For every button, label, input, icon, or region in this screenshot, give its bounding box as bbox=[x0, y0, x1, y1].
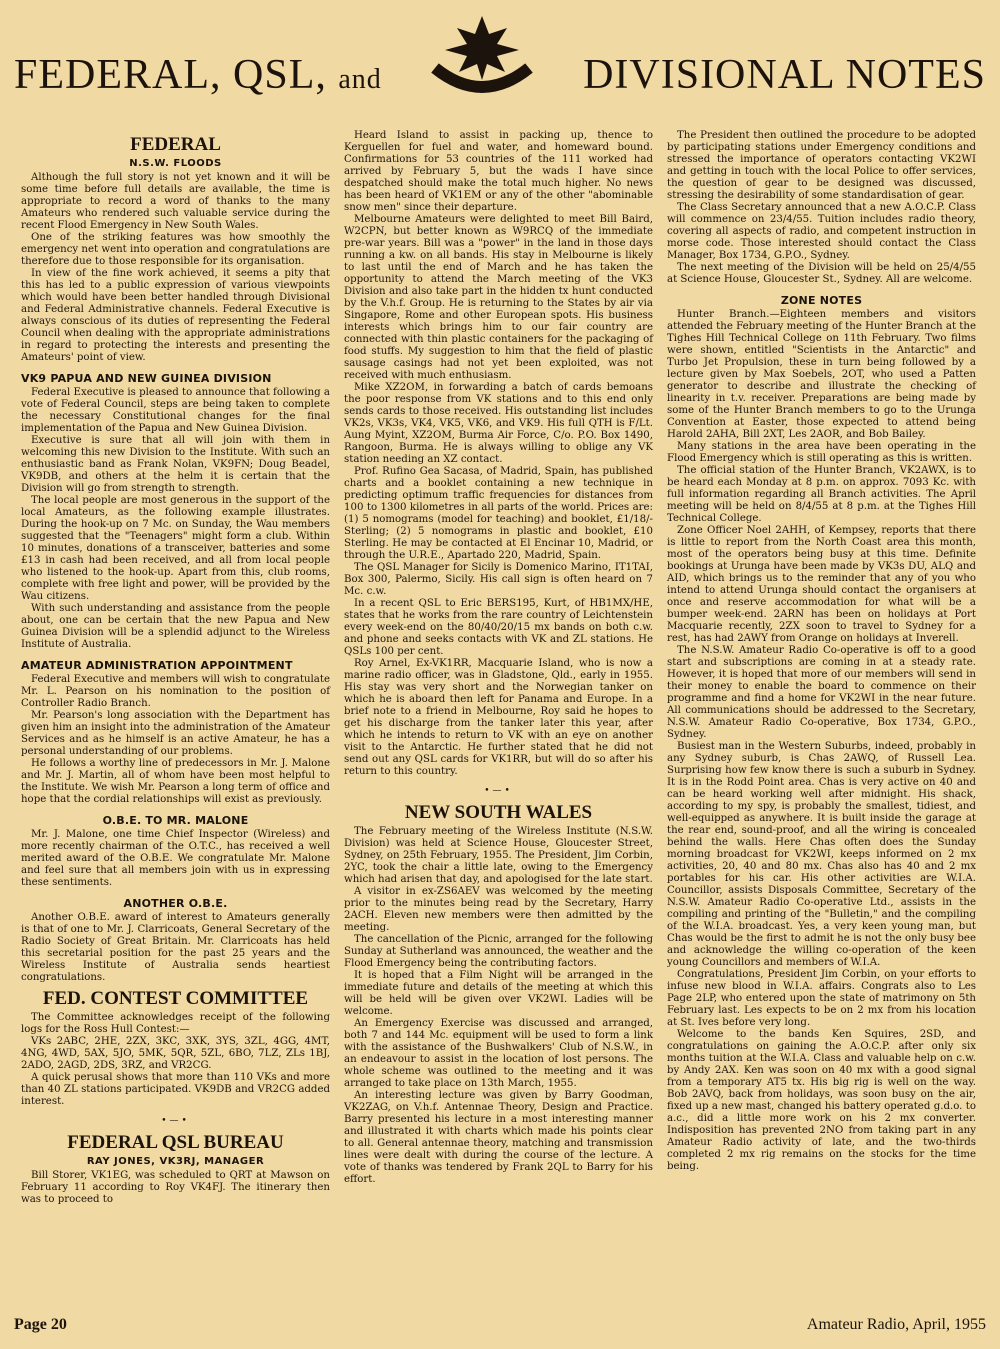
paragraph: The official station of the Hunter Branch, VK2AWX, is to be heard each Monday at 8 p.m. on approx. 7093 Kc. with full information regarding all Branch activities. The April meeting will be held on 8/4/55 at 8 p.m. at the Tighes Hill Technical College. bbox=[667, 465, 976, 524]
obe-heading: O.B.E. TO MR. MALONE bbox=[102, 814, 249, 827]
paragraph: In view of the fine work achieved, it seems a pity that this has led to a public expression of various viewpoints which would have been better handled through Divisional and Federal Administrative channels. Federal Executive is always conscious of its duties of representing the Federal Council when dealing with the appropriate administrations in regard to protecting the interests and presenting the Amateurs' point of view. bbox=[21, 268, 330, 363]
paragraph: The N.S.W. Amateur Radio Co-operative is off to a good start and subscriptions are coming in at a steady rate. However, it is hoped that more of our members will send in their money to enable the board to commence on their programme and find a home for VK2WI in the near future. All communications should be addressed to the Secretary, N.S.W. Amateur Radio Co-operative, Box 1734, G.P.O., Sydney. bbox=[667, 645, 976, 740]
paragraph: Heard Island to assist in packing up, thence to Kerguellen for fuel and water, and homeward bound. Confirmations for 53 countries of the 111 worked had arrived by February 5, but the wads I have since despatched should make the total much higher. No news has been heard of VK1EM or any of the other "abominable snow men" since their departure. bbox=[344, 130, 653, 213]
column-1 bbox=[14, 130, 337, 1310]
paragraph: Roy Arnel, Ex-VK1RR, Macquarie Island, who is now a marine radio officer, was in Gladstone, Qld., early in 1955. His stay was very short and the Norwegian tanker on which he is aboard then left for Panama and Europe. In a brief note to a friend in Melbourne, Roy said he hopes to get his discharge from the tanker later this year, after which he intends to return to VK with an eye on another visit to the Antarctic. He further stated that he did not send out any QSL cards for VK1RR, but will do so after his return to this country. bbox=[344, 658, 653, 777]
paragraph: An Emergency Exercise was discussed and arranged, both 7 and 144 Mc. equipment will be used to form a link with the assistance of the Bushwalkers' Club of N.S.W., in an endeavour to assist in the location of lost persons. The whole scheme was outlined to the meeting and it was arranged to take place on 13th March, 1955. bbox=[344, 1018, 653, 1089]
paragraph: The Committee acknowledges receipt of the following logs for the Ross Hull Contest:— bbox=[21, 1012, 330, 1035]
masthead-and: and bbox=[338, 64, 382, 95]
paragraph: Congratulations, President Jim Corbin, on your efforts to infuse new blood in W.I.A. affairs. Congrats also to Les Page 2LP, who entered upon the state of matrimony on 5th February last. Les expects to be on 2 mx from his location at St. Ives before very long. bbox=[667, 969, 976, 1028]
paragraph: Welcome to the bands Ken Squires, 2SD, and congratulations on gaining the A.O.C.P. after only six months tuition at the W.I.A. Class and valuable help on c.w. by Andy 2AX. Ken was soon on 40 mx with a good signal from a temporary AT5 tx. His big rig is well on the way. Bob 2AVQ, back from holidays, was soon busy on the air, fixed up a new mast, changed his battery operated g.d.o. to a.c., did a little more work on his 2 mx converter. Indisposition has prevented 2NO from taking part in any Amateur Radio activity of late, and the two-thirds completed 2 mx rig remains on the stocks for the time being. bbox=[667, 1029, 976, 1172]
section-separator: •—• bbox=[484, 786, 513, 796]
paragraph: The President then outlined the procedure to be adopted by participating stations under Emergency conditions and stressed the importance of operators contacting VK2WI and getting in touch with the local Police to offer services, the question of gear to be designed was discussed, stressing the desirability of some standardisation of gear. bbox=[667, 130, 976, 201]
paragraph: Bill Storer, VK1EG, was scheduled to QRT at Mawson on February 11 according to Roy VK4FJ. The itinerary then was to proceed to bbox=[21, 1170, 330, 1205]
paragraph: The Class Secretary announced that a new A.O.C.P. Class will commence on 23/4/55. Tuition includes radio theory, covering all aspects of radio, and competent instruction in morse code. Those interested should contact the Class Manager, Box 1734, G.P.O., Sydney. bbox=[667, 202, 976, 261]
column-3 bbox=[660, 130, 983, 1310]
paragraph: Federal Executive and members will wish to congratulate Mr. L. Pearson on his nomination to the position of Controller Radio Branch. bbox=[21, 674, 330, 709]
paragraph: A visitor in ex-ZS6AEV was welcomed by the meeting prior to the minutes being read by the Secretary, Harry 2ACH. Eleven new members were then admitted by the meeting. bbox=[344, 886, 653, 933]
paragraph: The local people are most generous in the support of the local Amateurs, as the following example illustrates. During the hook-up on 7 Mc. on Sunday, the Wau members suggested that the "Teenagers" might form a club. Within 10 minutes, donations of a transceiver, batteries and some £13 in cash had been received, and all from local people who listened to the hook-up. Apart from this, club rooms, complete with free light and power, will be provided by the Wau citizens. bbox=[21, 495, 330, 602]
contest-heading: FED. CONTEST COMMITTEE bbox=[42, 988, 309, 1009]
paragraph: Executive is sure that all will join with them in welcoming this new Division to the Institute. With such an enthusiastic band as Frank Nolan, VK9FN; Doug Beadel, VK9DB, and others at the helm it is certain that the Division will go from strength to strength. bbox=[21, 435, 330, 494]
vk9-heading: VK9 PAPUA AND NEW GUINEA DIVISION bbox=[21, 372, 272, 385]
paragraph: Hunter Branch.—Eighteen members and visitors attended the February meeting of the Hunter Branch at the Tighes Hill Technical College on 11th February. Two films were shown, entitled "Scientists in the Antarctic" and Turbo Jet Propulsion, these in turn being followed by a lecture given by Max Soebels, 2OT, who used a Patten generator to describe and illustrate the checking of linearity in t.v. receiver. Preparations are being made by some of the Hunter Branch members to go to the Urunga Convention at Easter, those expected to attend being Harold 2AHA, Bill 2XT, Les 2AOR, and Bob Bailey. bbox=[667, 309, 976, 440]
paragraph: Melbourne Amateurs were delighted to meet Bill Baird, W2CPN, but better known as W9RCQ of the immediate pre-war years. Bill was a "power" in the land in those days running a kw. on all bands. His stay in Melbourne is likely to last until the end of March and he has taken the opportunity to attend the March meeting of the VK3 Division and also take part in the hidden tx hunt conducted by the V.h.f. Group. He is returning to the States by air via Singapore, Rome and other European spots. His business interests which brings him to our fair country are connected with thin plastic containers for the packaging of food stuffs. My suggestion to him that the field of plastic sausage casings had not yet been exploited, was not received with much enthusiasm. bbox=[344, 214, 653, 381]
paragraph: The next meeting of the Division will be held on 25/4/55 at Science House, Gloucester St., Sydney. All are welcome. bbox=[667, 262, 976, 285]
paragraph: He follows a worthy line of predecessors in Mr. J. Malone and Mr. J. Martin, all of whom have been most helpful to the Institute. We wish Mr. Pearson a long term of office and hope that the cordial relationships will exist as previously. bbox=[21, 758, 330, 805]
zone-notes-heading: ZONE NOTES bbox=[780, 294, 863, 307]
wia-emblem-icon bbox=[427, 10, 537, 102]
page-number: Page 20 bbox=[14, 1316, 67, 1333]
paragraph: Mr. J. Malone, one time Chief Inspector (Wireless) and more recently chairman of the O.T.C., has received a well merited award of the O.B.E. We congratulate Mr. Malone and feel sure that all members join with us in expressing these sentiments. bbox=[21, 829, 330, 888]
article-columns bbox=[14, 130, 986, 1310]
paragraph: It is hoped that a Film Night will be arranged in the immediate future and details of the meeting at which this will be held will be given over VK2WI. Ladies will be welcome. bbox=[344, 970, 653, 1017]
admin-heading: AMATEUR ADMINISTRATION APPOINTMENT bbox=[21, 659, 293, 672]
masthead-title-left bbox=[14, 54, 382, 96]
paragraph: With such understanding and assistance from the people about, one can be certain that the new Papua and New Guinea Division will be a splendid adjunct to the Wireless Institute of Australia. bbox=[21, 603, 330, 650]
paragraph: An interesting lecture was given by Barry Goodman, VK2ZAG, on V.h.f. Antennae Theory, Design and Practice. Barry presented his lecture in a most interesting manner and illustrated it with charts which made his points clear to all. General antennae theory, matching and transmission lines were dealt with during the course of the lecture. A vote of thanks was tendered by Frank 2QL to Barry for his effort. bbox=[344, 1090, 653, 1185]
masthead bbox=[14, 20, 986, 116]
nsw-floods-heading: N.S.W. FLOODS bbox=[129, 158, 222, 169]
paragraph: A quick perusal shows that more than 110 VKs and more than 40 ZL stations participated. VK9DB and VR2CG added interest. bbox=[21, 1072, 330, 1107]
nsw-heading: NEW SOUTH WALES bbox=[404, 802, 593, 823]
paragraph: Another O.B.E. award of interest to Amateurs generally is that of one to Mr. J. Clarricoats, General Secretary of the Radio Society of Great Britain. Mr. Clarricoats has held this secretarial position for the past 25 years and the Wireless Institute of Australia sends heartiest congratulations. bbox=[21, 912, 330, 983]
paragraph: Zone Officer Noel 2AHH, of Kempsey, reports that there is little to report from the North Coast area this month, most of the operators being busy at this time. Definite bookings at Urunga have been made by VK3s DU, ALQ and AID, which brings us to the reminder that any of you who intend to attend Urunga should contact the organisers at once and reserve accommodation for what will be a bumper week-end. 2ARN has been on holidays at Port Macquarie recently, 2ZX soon to travel to Sydney for a rest, has had 2AWY from Orange on holidays at Inverell. bbox=[667, 525, 976, 644]
masthead-left-text: FEDERAL, QSL, bbox=[14, 52, 327, 98]
paragraph: Although the full story is not yet known and it will be some time before full details are available, the time is appropriate to record a word of thanks to the many Amateurs who rendered such valuable service during the recent Flood Emergency in New South Wales. bbox=[21, 172, 330, 231]
paragraph: Mike XZ2OM, in forwarding a batch of cards bemoans the poor response from VK stations and to this end only sends cards to those received. His outstanding list includes VK2s, VK3s, VK4, VK5, VK6, and VK9. His full QTH is F/Lt. Aung Myint, XZ2OM, Burma Air Force, C/o. P.O. Box 1490, Rangoon, Burma. He is always willing to oblige any VK station needing an XZ contact. bbox=[344, 382, 653, 465]
paragraph: In a recent QSL to Eric BERS195, Kurt, of HB1MX/HE, states that he works from the rare country of Leichtenstein every week-end on the 80/40/20/15 mx bands on both c.w. and phone and seeks contacts with VK and ZL stations. He QSLs 100 per cent. bbox=[344, 598, 653, 657]
paragraph: The February meeting of the Wireless Institute (N.S.W. Division) was held at Science House, Gloucester Street, Sydney, on 25th February, 1955. The President, Jim Corbin, 2YC, took the chair a little late, owing to the Emergency which had arisen that day, and apologised for the late start. bbox=[344, 826, 653, 885]
section-separator: •—• bbox=[161, 1116, 190, 1126]
column-2 bbox=[337, 130, 660, 1310]
qsl-heading: FEDERAL QSL BUREAU bbox=[67, 1132, 284, 1153]
paragraph: Federal Executive is pleased to announce that following a vote of Federal Council, steps are being taken to complete the necessary Constitutional changes for the final implementation of the Papua and New Guinea Division. bbox=[21, 387, 330, 434]
paragraph: The QSL Manager for Sicily is Domenico Marino, IT1TAI, Box 300, Palermo, Sicily. His call sign is often heard on 7 Mc. c.w. bbox=[344, 562, 653, 597]
paragraph: Busiest man in the Western Suburbs, indeed, probably in any Sydney suburb, is Chas 2AWQ, of Russell Lea. Surprising how few know there is such a suburb in Sydney. It is in the Rodd Point area. Chas is very active on 40 and can be heard working well after midnight. His shack, according to my spy, is probably the smallest, tidiest, and well-equipped as anywhere. It is built inside the garage at the rear end, sound-proof, and all the wiring is concealed behind the walls. Here Chas often does the Sunday morning broadcast for VK2WI, keeps informed on 2 mx activities, 20, 40 and 80 mx. Chas also has 40 and 2 mx portables for his car. His other activities are W.I.A. Councillor, assists Disposals Committee, Secretary of the N.S.W. Amateur Radio Co-operative Ltd., assists in the compiling and printing of the "Bulletin," and the compiling of the W.I.A. broadcast. Yes, a very keen young man, but Chas would be the first to admit he is not the only busy bee and acknowledge the willing co-operation of the keen young Councillors and members of W.I.A. bbox=[667, 741, 976, 968]
masthead-title-right: DIVISIONAL NOTES bbox=[583, 52, 986, 98]
federal-heading: FEDERAL bbox=[130, 134, 221, 155]
issue-info: Amateur Radio, April, 1955 bbox=[806, 1316, 986, 1333]
another-obe-heading: ANOTHER O.B.E. bbox=[123, 897, 228, 910]
paragraph: Mr. Pearson's long association with the Department has given him an insight into the administration of the Amateur Services and as he himself is an active Amateur, he has a personal understanding of our problems. bbox=[21, 710, 330, 757]
paragraph: Many stations in the area have been operating in the Flood Emergency which is still operating as this is written. bbox=[667, 441, 976, 464]
paragraph: VKs 2ABC, 2HE, 2ZX, 3KC, 3XK, 3YS, 3ZL, 4GG, 4MT, 4NG, 4WD, 5AX, 5JO, 5MK, 5QR, 5ZL, 6BO, 7LZ, ZLs 1BJ, 2ADO, 2AGD, 2DS, 3RZ, and VR2CG. bbox=[21, 1036, 330, 1071]
paragraph: The cancellation of the Picnic, arranged for the following Sunday at Sutherland was announced, the weather and the Flood Emergency being the contributing factors. bbox=[344, 934, 653, 969]
paragraph: Prof. Rufino Gea Sacasa, of Madrid, Spain, has published charts and a booklet containing a new technique in predicting optimum traffic frequencies for distances from 100 to 1300 kilometres in all parts of the world. Prices are: (1) 5 nomograms (model for teaching) and booklet, £1/18/- Sterling; (2) 5 nomograms in plastic and booklet, £10 Sterling. He may be contacted at El Encinar 10, Madrid, or through the U.R.E., Apartado 220, Madrid, Spain. bbox=[344, 466, 653, 561]
qsl-subheading: RAY JONES, VK3RJ, MANAGER bbox=[86, 1156, 265, 1167]
paragraph: One of the striking features was how smoothly the emergency net went into operation and congratulations are therefore due to those responsible for its organisation. bbox=[21, 232, 330, 267]
page-footer bbox=[14, 1316, 986, 1334]
